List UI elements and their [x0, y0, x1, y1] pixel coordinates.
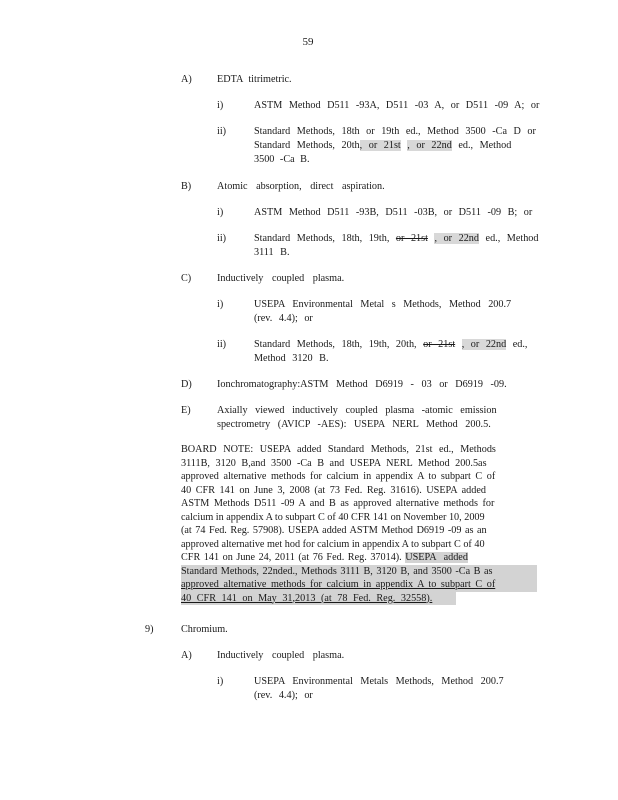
item-d-text: Ionchromatography:ASTM Method D6919 - 03 or D6919 -09.: [217, 379, 507, 390]
item-c-title: Inductively coupled plasma.: [217, 273, 345, 284]
item-a-title: EDTA titrimetric.: [217, 74, 292, 85]
item-b-ii-line1: [254, 232, 539, 246]
item-a-ii-line2: [254, 139, 511, 153]
section-9-title: Chromium.: [181, 624, 228, 635]
item-a-label: A): [181, 74, 192, 85]
board-note-line-start: CFR 141 on June 24, 2011 (at 76 Fed. Reg. 37014).: [181, 552, 402, 563]
item-e-line2: spectrometry (AVICP -AES): USEPA NERL Method 200.5.: [217, 419, 491, 430]
item-b-ii-label: ii): [217, 233, 227, 244]
item-c-i-line2: (rev. 4.4); or: [254, 313, 313, 324]
item-a-ii-line2-b: , or 21st: [359, 140, 401, 151]
item-c-ii-line2: Method 3120 B.: [254, 353, 329, 364]
item-d-label: D): [181, 379, 192, 390]
board-note-line: [181, 551, 537, 565]
page-number: 59: [302, 36, 314, 48]
item-b-ii-line1-a: Standard Methods, 18th, 19th,: [254, 233, 390, 244]
board-note-line: 3111B, 3120 B,and 3500 -Ca B and USEPA NERL Method 200.5as: [181, 457, 487, 469]
section-9-a-i-line1: USEPA Environmental Metals Methods, Method 200.7: [254, 676, 504, 687]
item-c-ii-line1-d: ed.,: [512, 339, 528, 350]
item-c-ii-line1: [254, 338, 527, 352]
item-b-i-text: ASTM Method D511 -93B, D511 -03B, or D511 -09 B; or: [254, 207, 533, 218]
board-note-line: calcium in appendix A to subpart C of 40 CFR 141 on November 10, 2009: [181, 511, 485, 523]
section-9-a-label: A): [181, 650, 192, 661]
section-9-a-i-label: i): [217, 676, 224, 687]
item-a-ii-line3: 3500 -Ca B.: [254, 154, 310, 165]
item-a-i-text: ASTM Method D511 -93A, D511 -03 A, or D511 -09 A; or: [254, 100, 540, 111]
item-c-ii-line1-a: Standard Methods, 18th, 19th, 20th,: [254, 339, 417, 350]
item-a-ii-line2-a: Standard Methods, 20th: [254, 140, 360, 151]
item-b-ii-line1-b: or 21st: [395, 233, 428, 244]
board-note-line: BOARD NOTE: USEPA added Standard Methods, 21st ed., Methods: [181, 444, 496, 455]
board-note-highlight-line: approved alternative methods for calcium in appendix A to subpart C of: [181, 578, 537, 592]
board-note-line: approved alternative methods for calcium in appendix A to subpart C of: [181, 471, 496, 482]
board-note-line: 40 CFR 141 on June 3, 2008 (at 73 Fed. Reg. 31616). USEPA added: [181, 484, 486, 496]
item-e-line1: Axially viewed inductively coupled plasma -atomic emission: [217, 405, 497, 416]
item-a-i-label: i): [217, 100, 224, 111]
item-a-ii-line2-d: ed., Method: [458, 140, 512, 151]
board-note-highlight-line: Standard Methods, 22nded., Methods 3111 B, 3120 B, and 3500 -Ca B as: [181, 565, 537, 579]
board-note-highlight-tail: USEPA added: [405, 552, 468, 563]
item-a-ii-line1: Standard Methods, 18th or 19th ed., Method 3500 -Ca D or: [254, 126, 536, 137]
board-note-highlight-line: 40 CFR 141 on May 31,2013 (at 78 Fed. Reg. 32558).: [181, 592, 456, 606]
item-b-title: Atomic absorption, direct aspiration.: [217, 181, 385, 192]
board-note: [181, 443, 537, 605]
section-9-label: 9): [145, 624, 154, 635]
item-a-ii-line2-c: , or 22nd: [407, 140, 452, 151]
board-note-line: (at 74 Fed. Reg. 57908). USEPA added ASTM Method D6919 -09 as an: [181, 525, 487, 536]
section-9-a-i-line2: (rev. 4.4); or: [254, 690, 313, 701]
item-c-i-label: i): [217, 299, 224, 310]
item-b-i-label: i): [217, 207, 224, 218]
item-c-ii-label: ii): [217, 339, 227, 350]
board-note-line: approved alternative met hod for calcium in appendix A to subpart C of 40: [181, 538, 485, 550]
section-9-a-title: Inductively coupled plasma.: [217, 650, 345, 661]
item-e-label: E): [181, 405, 191, 416]
item-a-ii-label: ii): [217, 126, 227, 137]
item-c-label: C): [181, 273, 192, 284]
item-c-ii-line1-b: or 21st: [423, 339, 456, 350]
item-b-ii-line2: 3111 B.: [254, 247, 290, 258]
item-c-i-line1: USEPA Environmental Metal s Methods, Method 200.7: [254, 299, 512, 310]
item-c-ii-line1-c: , or 22nd: [461, 339, 507, 350]
item-b-label: B): [181, 181, 192, 192]
item-b-ii-line1-d: ed., Method: [485, 233, 539, 244]
item-b-ii-line1-c: , or 22nd: [434, 233, 479, 244]
board-note-line: ASTM Methods D511 -09 A and B as approved alternative methods for: [181, 498, 495, 509]
